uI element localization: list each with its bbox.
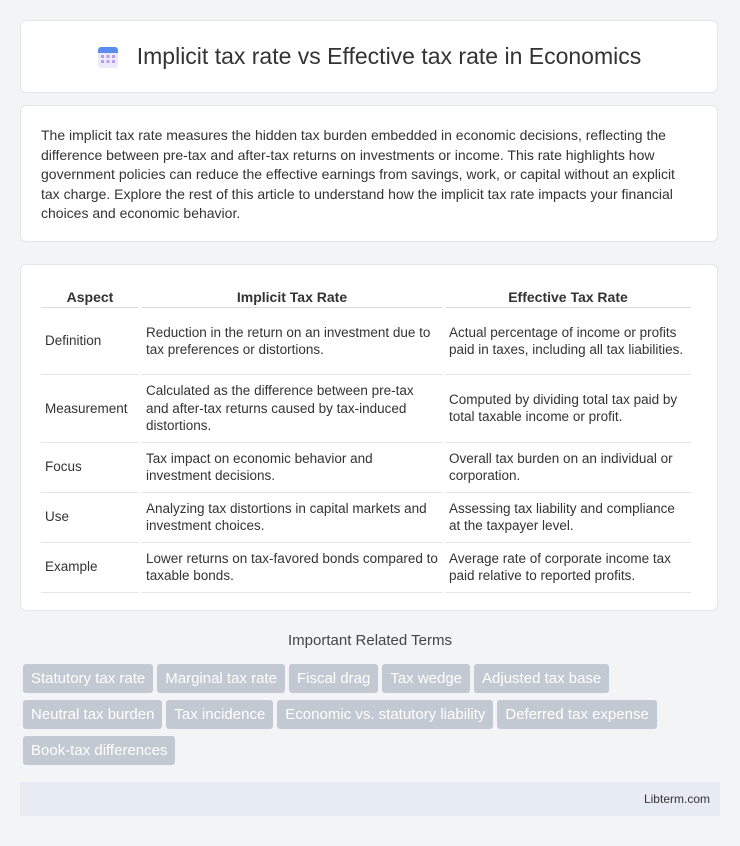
comparison-table-card bbox=[20, 264, 718, 611]
related-term-tag[interactable]: Deferred tax expense bbox=[497, 700, 656, 729]
related-terms-list bbox=[23, 664, 723, 772]
intro-paragraph: The implicit tax rate measures the hidden tax burden embedded in economic decisions, reflecting the difference between pre-tax and after-tax returns on investments or income. This rate highlights how government policies can reduce the effective earnings from savings, work, or capital without an explicit tax charge. Explore the rest of this article to understand how the implicit tax rate impacts your financial choices and economic behavior. bbox=[41, 127, 675, 221]
row-effective: Average rate of corporate income tax paid relative to reported profits. bbox=[445, 543, 691, 593]
related-term-tag[interactable]: Economic vs. statutory liability bbox=[277, 700, 493, 729]
related-term-tag[interactable]: Neutral tax burden bbox=[23, 700, 162, 729]
row-aspect: Example bbox=[41, 543, 139, 593]
table-row bbox=[41, 543, 691, 593]
related-term-tag[interactable]: Statutory tax rate bbox=[23, 664, 153, 693]
row-aspect: Definition bbox=[41, 308, 139, 375]
document-icon bbox=[97, 45, 119, 69]
row-effective: Actual percentage of income or profits paid in taxes, including all tax liabilities. bbox=[445, 308, 691, 375]
table-row bbox=[41, 308, 691, 375]
title-card bbox=[20, 20, 718, 93]
related-term-tag[interactable]: Book-tax differences bbox=[23, 736, 175, 765]
related-term-tag[interactable]: Tax wedge bbox=[382, 664, 470, 693]
table-row bbox=[41, 493, 691, 543]
table-header-row bbox=[41, 285, 691, 308]
related-term-tag[interactable]: Adjusted tax base bbox=[474, 664, 609, 693]
table-row bbox=[41, 375, 691, 443]
header-aspect: Aspect bbox=[41, 285, 139, 308]
row-implicit: Calculated as the difference between pre-tax and after-tax returns caused by tax-induced distortions. bbox=[142, 375, 442, 443]
related-term-tag[interactable]: Fiscal drag bbox=[289, 664, 378, 693]
row-effective: Assessing tax liability and compliance at the taxpayer level. bbox=[445, 493, 691, 543]
row-aspect: Focus bbox=[41, 443, 139, 493]
footer bbox=[20, 782, 720, 816]
comparison-table bbox=[38, 285, 694, 593]
row-implicit: Reduction in the return on an investment due to tax preferences or distortions. bbox=[142, 308, 442, 375]
row-implicit: Analyzing tax distortions in capital markets and investment choices. bbox=[142, 493, 442, 543]
row-implicit: Tax impact on economic behavior and investment decisions. bbox=[142, 443, 442, 493]
header-implicit: Implicit Tax Rate bbox=[142, 285, 442, 308]
row-aspect: Measurement bbox=[41, 375, 139, 443]
row-effective: Computed by dividing total tax paid by total taxable income or profit. bbox=[445, 375, 691, 443]
intro-card bbox=[20, 105, 718, 242]
row-effective: Overall tax burden on an individual or corporation. bbox=[445, 443, 691, 493]
row-implicit: Lower returns on tax-favored bonds compared to taxable bonds. bbox=[142, 543, 442, 593]
page-title: Implicit tax rate vs Effective tax rate in Economics bbox=[136, 43, 642, 69]
header-effective: Effective Tax Rate bbox=[445, 285, 691, 308]
row-aspect: Use bbox=[41, 493, 139, 543]
table-row bbox=[41, 443, 691, 493]
related-terms-heading: Important Related Terms bbox=[288, 632, 452, 649]
footer-site-link[interactable]: Libterm.com bbox=[643, 792, 710, 806]
related-term-tag[interactable]: Tax incidence bbox=[166, 700, 273, 729]
related-term-tag[interactable]: Marginal tax rate bbox=[157, 664, 285, 693]
